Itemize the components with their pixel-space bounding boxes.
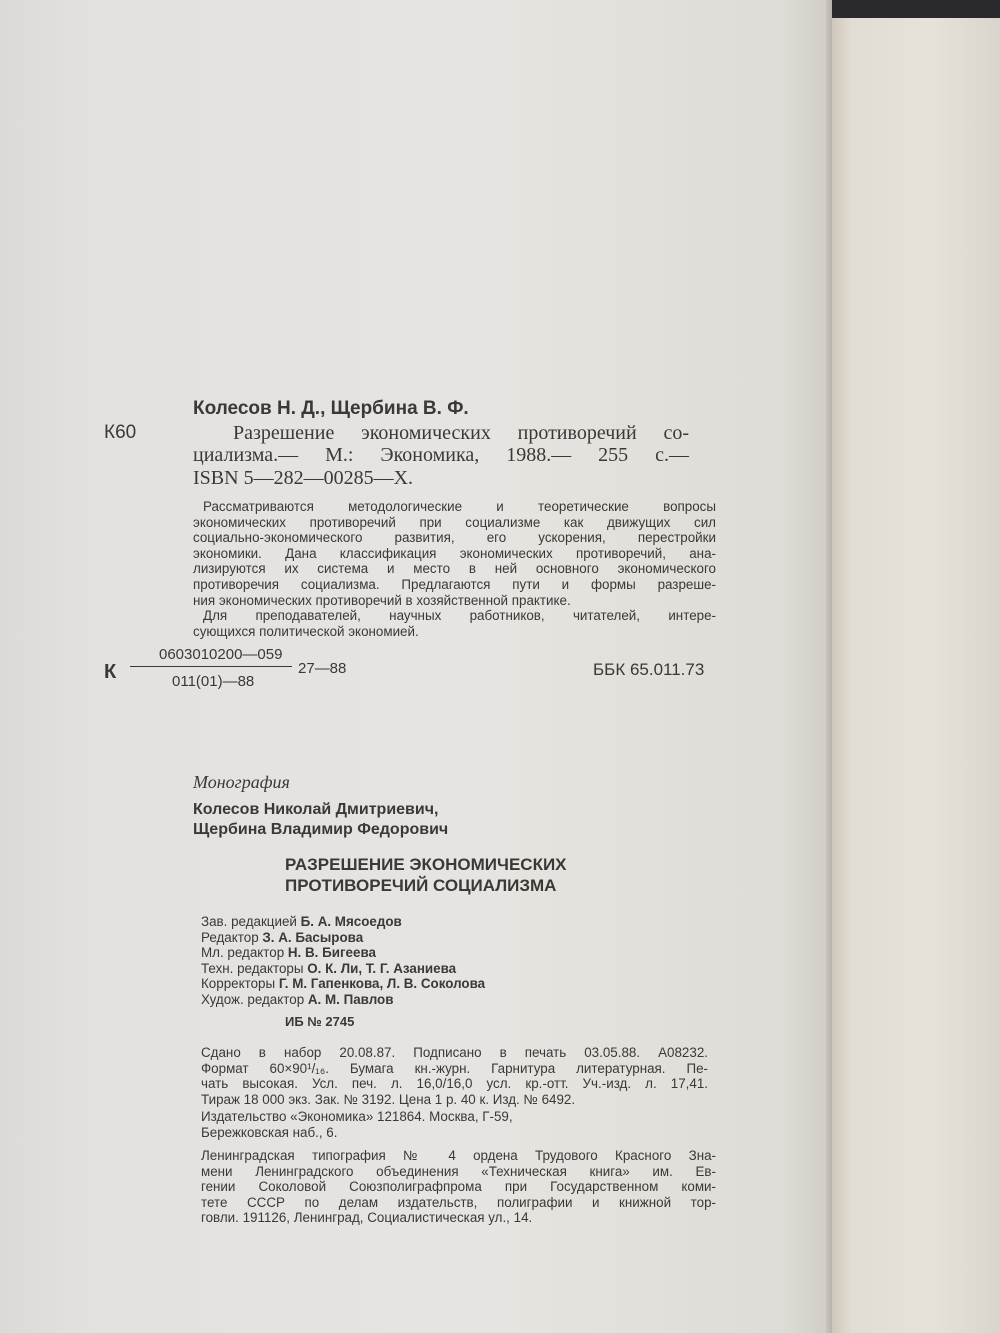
staff-role: Худож. редактор — [201, 991, 305, 1007]
staff-row — [201, 945, 485, 961]
formula-denominator: 011(01)—88 — [172, 673, 255, 690]
next-page-edge — [832, 18, 1000, 1333]
annotation-line: ния экономических противоречий в хозяйственной практике. — [193, 592, 571, 608]
bib-authors: Колесов Н. Д., Щербина В. Ф. — [193, 398, 469, 419]
annotation-line: Рассматриваются методологические и теоретические вопросы — [203, 499, 716, 514]
staff-list — [201, 914, 485, 1008]
publisher-line: Бережковская наб., 6. — [201, 1124, 338, 1140]
staff-row — [201, 930, 485, 946]
staff-role: Редактор — [201, 929, 259, 945]
staff-name: Н. В. Бигеева — [287, 945, 376, 961]
printer-line: гении Соколовой Союзполиграфпрома при Государственном коми- — [201, 1179, 716, 1195]
staff-name: З. А. Басырова — [262, 929, 364, 945]
staff-row — [201, 914, 485, 930]
staff-role: Техн. редакторы — [201, 960, 304, 976]
print-info-line: чать высокая. Усл. печ. л. 16,0/16,0 усл. кр.-отт. Уч.-изд. л. 17,41. — [201, 1076, 708, 1092]
bib-line-3: ISBN 5—282—00285—X. — [193, 467, 414, 489]
staff-row — [201, 961, 485, 977]
fraction-line — [130, 666, 292, 667]
staff-row — [201, 976, 485, 992]
staff-role: Корректоры — [201, 976, 276, 992]
bbk-code: ББК 65.011.73 — [593, 660, 705, 679]
formula-k: К — [104, 661, 117, 683]
full-author-1: Колесов Николай Дмитриевич, — [193, 801, 439, 818]
print-info-line: Сдано в набор 20.08.87. Подписано в печать 03.05.88. А08232. — [201, 1045, 708, 1060]
printer-line: Ленинградская типография № 4 ордена Трудового Красного Зна- — [201, 1148, 716, 1163]
annotation-line: Для преподавателей, научных работников, читателей, интере- — [203, 608, 716, 624]
annotation-line: социально-экономического развития, его ускорения, перестройки — [193, 530, 716, 546]
annotation-line: экономических противоречий при социализме как движущих сил — [193, 514, 716, 530]
formula-suffix: 27—88 — [298, 660, 347, 677]
formula-numerator: 0603010200—059 — [159, 646, 283, 663]
staff-role: Зав. редакцией — [201, 914, 297, 929]
annotation — [193, 499, 716, 639]
annotation-line: лизируются их система и место в ней основного экономического — [193, 561, 716, 577]
title-line-1: РАЗРЕШЕНИЕ ЭКОНОМИЧЕСКИХ — [285, 855, 567, 874]
staff-row — [201, 992, 485, 1008]
staff-role: Мл. редактор — [201, 945, 285, 961]
printer-line: мени Ленинградского объединения «Техническая книга» им. Ев- — [201, 1163, 716, 1179]
genre-label: Монография — [193, 772, 290, 792]
publisher-info — [201, 1109, 513, 1140]
staff-name: А. М. Павлов — [307, 991, 394, 1007]
print-info-line: Тираж 18 000 экз. Зак. № 3192. Цена 1 р. 40 к. Изд. № 6492. — [201, 1091, 576, 1107]
bib-line-2: циализма.— М.: Экономика, 1988.— 255 с.— — [193, 444, 689, 466]
printer-line: говли. 191126, Ленинград, Социалистическая ул., 14. — [201, 1210, 533, 1226]
staff-name: О. К. Ли, Т. Г. Азаниева — [307, 960, 457, 976]
printer-info — [201, 1148, 716, 1226]
bib-line-1: Разрешение экономических противоречий со- — [233, 422, 689, 444]
bib-code: К60 — [104, 422, 137, 443]
print-info — [201, 1045, 708, 1107]
printer-line: тете СССР по делам издательств, полиграфии и книжной тор- — [201, 1194, 716, 1210]
annotation-line: экономики. Дана классификация экономических противоречий, ана- — [193, 545, 716, 561]
print-info-line: Формат 60×90¹/₁₆. Бумага кн.-журн. Гарнитура литературная. Пе- — [201, 1060, 708, 1076]
full-author-2: Щербина Владимир Федорович — [193, 821, 449, 838]
staff-name: Б. А. Мясоедов — [300, 914, 402, 929]
staff-name: Г. М. Гапенкова, Л. В. Соколова — [278, 976, 486, 992]
ib-number: ИБ № 2745 — [285, 1014, 355, 1029]
title-line-2: ПРОТИВОРЕЧИЙ СОЦИАЛИЗМА — [285, 876, 557, 895]
annotation-line: противоречия социализма. Предлагаются пути и формы разреше- — [193, 576, 716, 592]
publisher-line: Издательство «Экономика» 121864. Москва, Г-59, — [201, 1109, 513, 1124]
annotation-line: сующихся политической экономией. — [193, 623, 419, 639]
